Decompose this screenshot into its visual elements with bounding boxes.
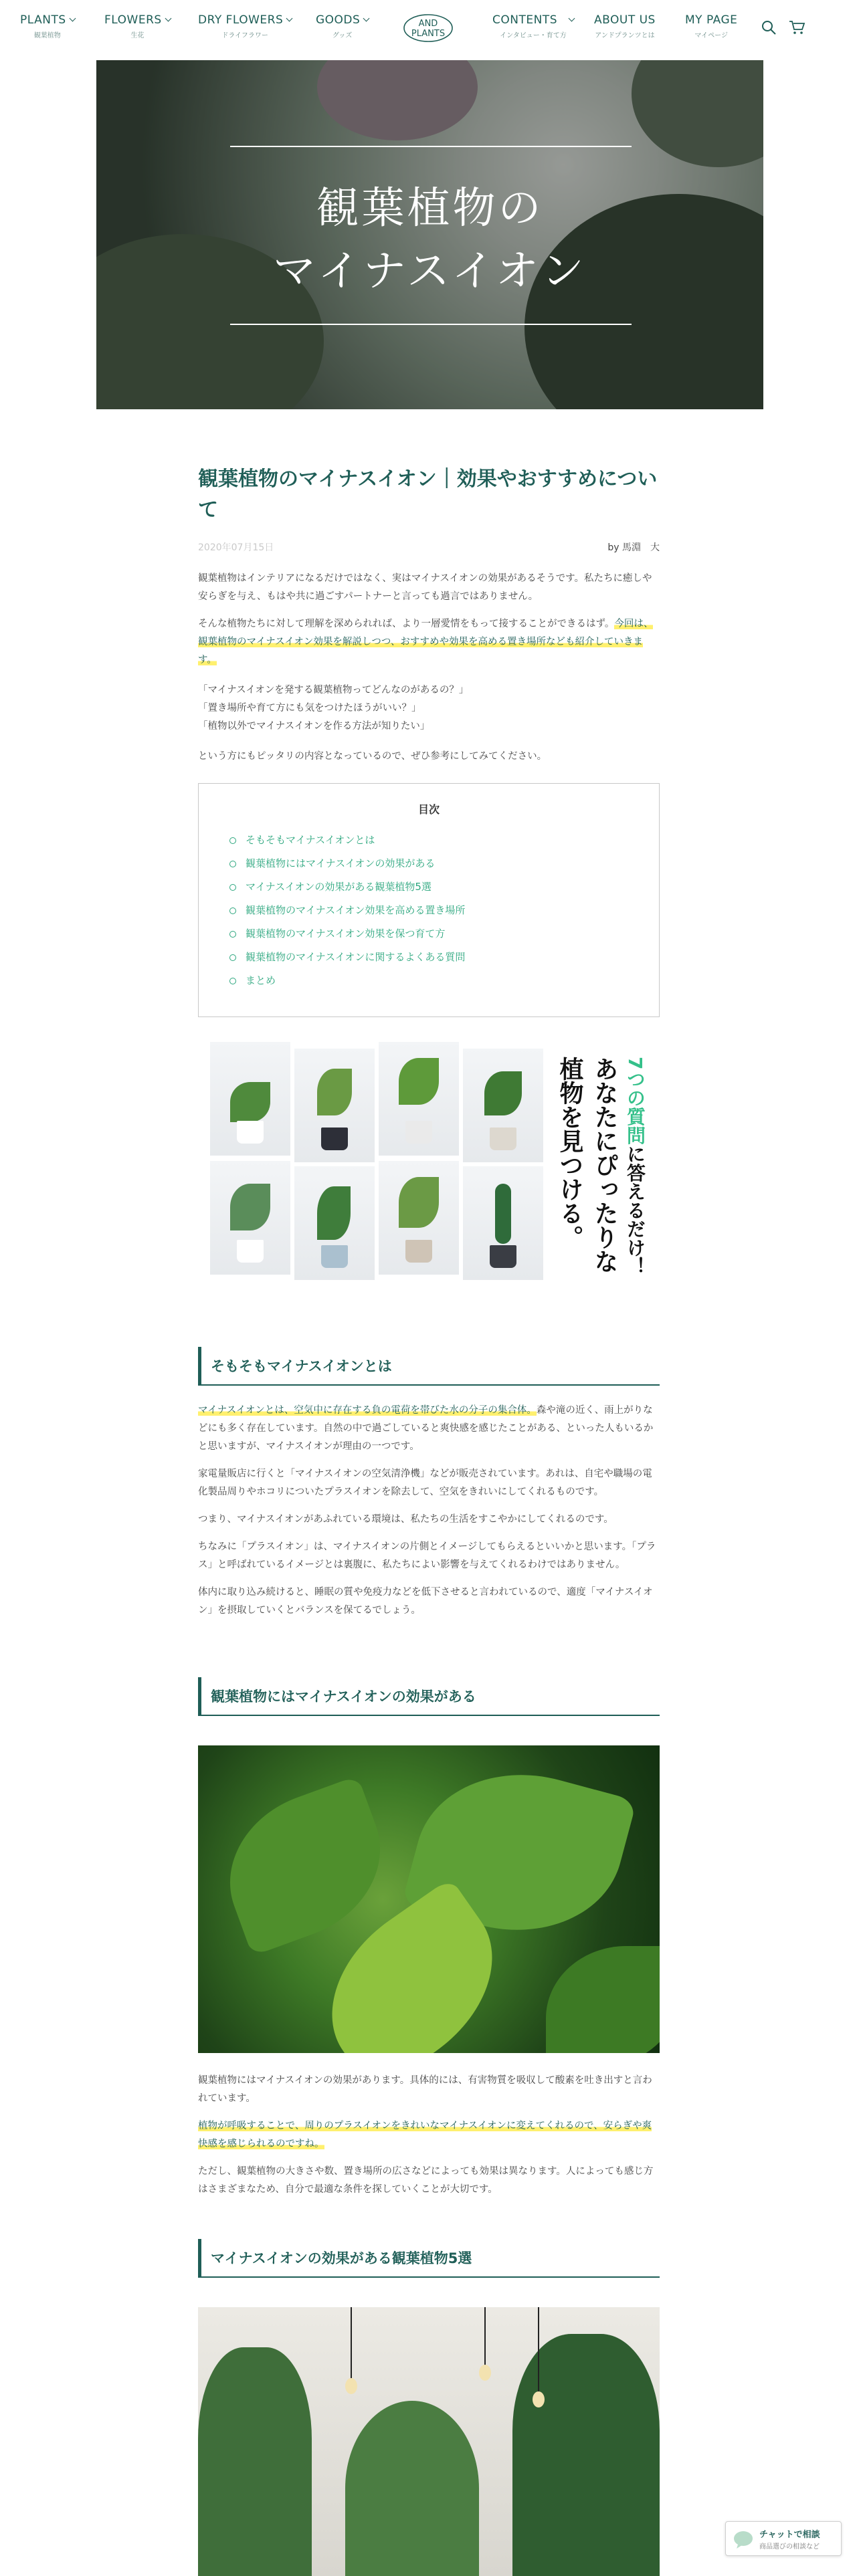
question-line: 「置き場所や育て方にも気をつけたほうがいい？」 — [198, 703, 421, 714]
nav-about-us[interactable] — [594, 13, 656, 39]
pendant-bulb — [533, 2391, 545, 2407]
chat-title: チャットで相談 — [759, 2530, 820, 2540]
logo-text-line1: AND — [418, 19, 438, 29]
hero-rule-bottom — [230, 324, 632, 325]
hero-title-line2: マイナスイオン — [273, 247, 587, 296]
plant-shape — [198, 2347, 312, 2576]
promo-line3: 植物を見つける。 — [556, 1057, 583, 1249]
search-icon[interactable] — [760, 19, 777, 36]
plant-photo — [294, 1166, 375, 1280]
question-line: 「マイナスイオンを発する観葉植物ってどんなのがあるの？」 — [198, 685, 469, 695]
pendant-bulb — [479, 2365, 491, 2381]
hero-rule-top — [230, 146, 632, 147]
pendant-cord — [484, 2307, 486, 2367]
nav-dry-flowers[interactable] — [198, 13, 292, 39]
intro-paragraph: 観葉植物はインテリアになるだけではなく、実はマイナスイオンの効果があるそうです。私たちに癒しや安らぎを与え、もはや共に過ごすパートナーと言っても過言ではありません。 — [198, 573, 652, 602]
plant-photo — [379, 1161, 459, 1275]
toc-link[interactable]: 観葉植物にはマイナスイオンの効果がある — [229, 852, 628, 875]
nav-about-us-sub: アンドプランツとは — [595, 32, 655, 39]
promo-accent: 7つの質問 — [624, 1057, 646, 1145]
nav-my-page[interactable] — [685, 13, 737, 39]
section-heading-plant-effect: 観葉植物にはマイナスイオンの効果がある — [198, 1677, 660, 1716]
nav-dry-flowers-sub: ドライフラワー — [221, 32, 268, 39]
section2-paragraph — [198, 2117, 660, 2153]
toc-link[interactable]: そもそもマイナスイオンとは — [229, 829, 628, 852]
plants-room-photo — [198, 2307, 660, 2576]
section1-paragraph: つまり、マイナスイオンがあふれている環境は、私たちの生活をすこやかにしてくれるのです。 — [198, 1514, 613, 1525]
nav-contents-label: CONTENTS — [492, 13, 557, 27]
plant-photo — [463, 1049, 543, 1162]
chevron-down-icon — [569, 15, 575, 22]
section1-body — [198, 1402, 660, 1620]
nav-plants[interactable] — [20, 13, 75, 39]
section2-paragraph: 観葉植物にはマイナスイオンの効果があります。具体的には、有害物質を吸収して酸素を吐き出すと言われています。 — [198, 2075, 652, 2104]
hero-banner — [96, 60, 763, 409]
nav-flowers-sub: 生花 — [130, 32, 145, 39]
site-header — [0, 0, 859, 59]
section2-paragraph: ただし、観葉植物の大きさや数、置き場所の広さなどによっても効果は異なります。人によっても感じ方はさまざまなため、自分で最適な条件を探していくことが大切です。 — [198, 2166, 654, 2195]
nav-goods[interactable] — [316, 13, 369, 39]
leaf-shape — [546, 1946, 660, 2053]
chevron-down-icon — [165, 15, 171, 22]
toc-link[interactable]: 観葉植物のマイナスイオン効果を保つ育て方 — [229, 922, 628, 946]
table-of-contents — [198, 783, 660, 1017]
cart-icon[interactable] — [788, 19, 805, 36]
nav-about-us-label: ABOUT US — [594, 13, 656, 27]
section-heading-top5-plants: マイナスイオンの効果がある観葉植物5選 — [198, 2239, 660, 2278]
section1-paragraph: 家電量販店に行くと「マイナスイオンの空気清浄機」などが販売されています。あれは、自宅や職場の電化製品周りやホコリについたプラスイオンを除去して、空気をきれいにしてくれるものです。 — [198, 1469, 652, 1497]
leaf-shape — [207, 1776, 403, 1956]
article-intro — [198, 464, 660, 1017]
nav-plants-label: PLANTS — [20, 13, 66, 27]
leaf-photo — [198, 1745, 660, 2053]
nav-my-page-label: MY PAGE — [685, 13, 738, 27]
promo-line1 — [624, 1057, 646, 1275]
toc-heading: 目次 — [417, 803, 440, 816]
section2-body — [198, 2072, 660, 2199]
section1-highlight: マイナスイオンとは、空気中に存在する負の電荷を帯びた水の分子の集合体。 — [198, 1405, 537, 1416]
chat-bubble-icon — [733, 2529, 754, 2550]
plant-quiz-banner[interactable] — [210, 1042, 649, 1283]
intro-paragraph: という方にもピッタリの内容となっているので、ぜひ参考にしてみてください。 — [198, 751, 547, 762]
section1-paragraph — [198, 1402, 660, 1456]
promo-line1-rest: に答えるだけ！ — [624, 1144, 646, 1276]
plant-photo — [210, 1161, 290, 1275]
toc-link[interactable]: 観葉植物のマイナスイオンに関するよくある質問 — [229, 946, 628, 969]
section1-paragraph: ちなみに「プラスイオン」は、マイナスイオンの片側とイメージしてもらえるといいかと思います。「プラス」と呼ばれているイメージとは裏腹に、私たちによい影響を与えてくれるわけではありません。 — [198, 1541, 656, 1570]
and-plants-logo[interactable] — [401, 12, 455, 44]
plant-photo — [210, 1042, 290, 1156]
article-title: 観葉植物のマイナスイオン｜効果やおすすめについて — [198, 467, 658, 522]
toc-link[interactable]: 観葉植物のマイナスイオン効果を高める置き場所 — [229, 899, 628, 922]
intro-paragraph — [198, 615, 660, 669]
pendant-bulb — [345, 2378, 357, 2394]
article-author[interactable]: by 馬淵 大 — [607, 542, 660, 553]
article-meta — [198, 540, 660, 555]
nav-flowers-label: FLOWERS — [104, 13, 162, 27]
section2-highlight: 植物が呼吸することで、周りのプラスイオンをきれいなマイナスイオンに変えてくれるので、安らぎや爽快感を感じられるのですね。 — [198, 2121, 652, 2149]
chat-subtitle: 商品選びの相談など — [759, 2543, 820, 2551]
nav-contents-sub: インタビュー・育て方 — [500, 32, 567, 39]
pendant-cord — [351, 2307, 352, 2381]
toc-link[interactable]: マイナスイオンの効果がある観葉植物5選 — [229, 875, 628, 899]
question-line: 「植物以外でマイナスイオンを作る方法が知りたい」 — [198, 721, 430, 732]
pendant-cord — [538, 2307, 539, 2394]
chevron-down-icon — [69, 15, 76, 22]
chevron-down-icon — [286, 15, 293, 22]
plant-photo — [463, 1166, 543, 1280]
plant-photo — [294, 1049, 375, 1162]
plant-shape — [345, 2401, 479, 2576]
nav-dry-flowers-label: DRY FLOWERS — [198, 13, 284, 27]
hero-title-line1: 観葉植物の — [316, 184, 544, 233]
toc-link[interactable]: まとめ — [229, 969, 628, 992]
article-date: 2020年07月15日 — [198, 542, 274, 553]
nav-goods-label: GOODS — [316, 13, 361, 27]
nav-flowers[interactable] — [104, 13, 171, 39]
nav-goods-sub: グッズ — [332, 32, 353, 39]
section1-paragraph: 体内に取り込み続けると、睡眠の質や免疫力などを低下させると言われているので、適度「マイナスイオン」を摂取していくとバランスを保てるでしょう。 — [198, 1587, 653, 1616]
plant-shape — [512, 2334, 660, 2576]
plant-photo — [379, 1042, 459, 1156]
chevron-down-icon — [363, 15, 370, 22]
promo-line2: あなたにぴったりな — [591, 1057, 618, 1273]
nav-my-page-sub: マイページ — [694, 32, 728, 39]
section-heading-negative-ions: そもそもマイナスイオンとは — [198, 1347, 660, 1386]
intro-text: そんな植物たちに対して理解を深められれば、より一層愛情をもって接することができるはず。 — [198, 619, 615, 629]
logo-text-line2: PLANTS — [411, 29, 446, 39]
section1-text: 森や滝の近く、雨上がりなどにも多く存在しています。自然の中で過ごしていると爽快感を感じたことがある、といった人もいるかと思いますが、マイナスイオンが理由の一つです。 — [198, 1405, 654, 1452]
nav-plants-sub: 観葉植物 — [33, 32, 61, 39]
intro-highlight: 今回は、観葉植物のマイナスイオン効果を解説しつつ、おすすめや効果を高める置き場所なども紹介していきます。 — [198, 619, 654, 665]
chat-consult-button[interactable] — [725, 2521, 842, 2556]
nav-contents[interactable] — [492, 13, 574, 39]
